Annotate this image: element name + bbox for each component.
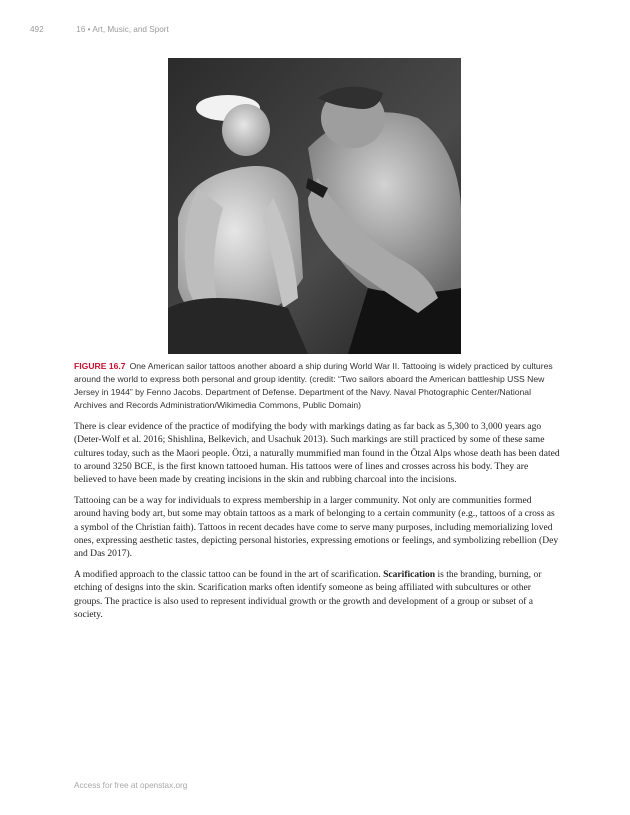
body-text (74, 420, 560, 629)
page-footer: Access for free at openstax.org (74, 781, 188, 790)
paragraph-3-text-end: is the branding, burning, or etching of designs into the skin. Scarification marks often identify someone as being affiliated with subcultures or other groups. The practice is also used to represent individual growth or the growth and development of a group or subset of a society. (74, 568, 542, 620)
figure-caption-text: One American sailor tattoos another aboard a ship during World War II. Tattooing is widely practiced by cultures around the world to express both personal and group identity. (credit: “Two sailors aboard the American battleship USS New Jersey in 1944” by Fenno Jacobs. Department of Defense. Department of the Navy. Naval Photographic Center/National Archives and Records Administration/Wikimedia Commons, Public Domain) (74, 361, 553, 411)
page-number: 492 (30, 25, 44, 34)
paragraph-2: Tattooing can be a way for individuals to express membership in a larger community. Not only are communities formed around having body art, but some may obtain tattoos as a mark of belonging to a certain community (e.g., tattoos of a cross as a symbol of the Christian faith). Tattoos in recent decades have come to serve many purposes, including memorializing loved ones, expressing aesthetic tastes, depicting personal histories, expressing emotions or feelings, and symbolizing rebellion (Dey and Das 2017). (74, 494, 559, 560)
figure-label: FIGURE 16.7 (74, 361, 126, 371)
paragraph-3-text-start: A modified approach to the classic tattoo can be found in the art of scarification. (74, 568, 384, 580)
paragraph-3 (74, 568, 560, 621)
paragraph-1: There is clear evidence of the practice of modifying the body with markings dating as far back as 5,300 to 3,000 years ago (Deter-Wolf et al. 2016; Shishlina, Belkevich, and Usachuk 2013). Such markings are still practiced by some of these same cultures today, such as the Maori people. Ötzi, a naturally mummified man found in the Ötzal Alps whose death has been dated to around 3250 BCE, is the first known tattooed human. His tattoos were of lines and crosses across his body. They are believed to have been made by creating incisions in the skin and rubbing charcoal into the incisions. (74, 421, 560, 486)
figure-caption (74, 360, 560, 412)
page-header (30, 25, 169, 34)
key-term-scarification: Scarification (383, 568, 436, 580)
chapter-title: 16 • Art, Music, and Sport (76, 25, 169, 34)
figure-photo (168, 58, 461, 354)
sailors-photo-illustration (168, 58, 461, 354)
